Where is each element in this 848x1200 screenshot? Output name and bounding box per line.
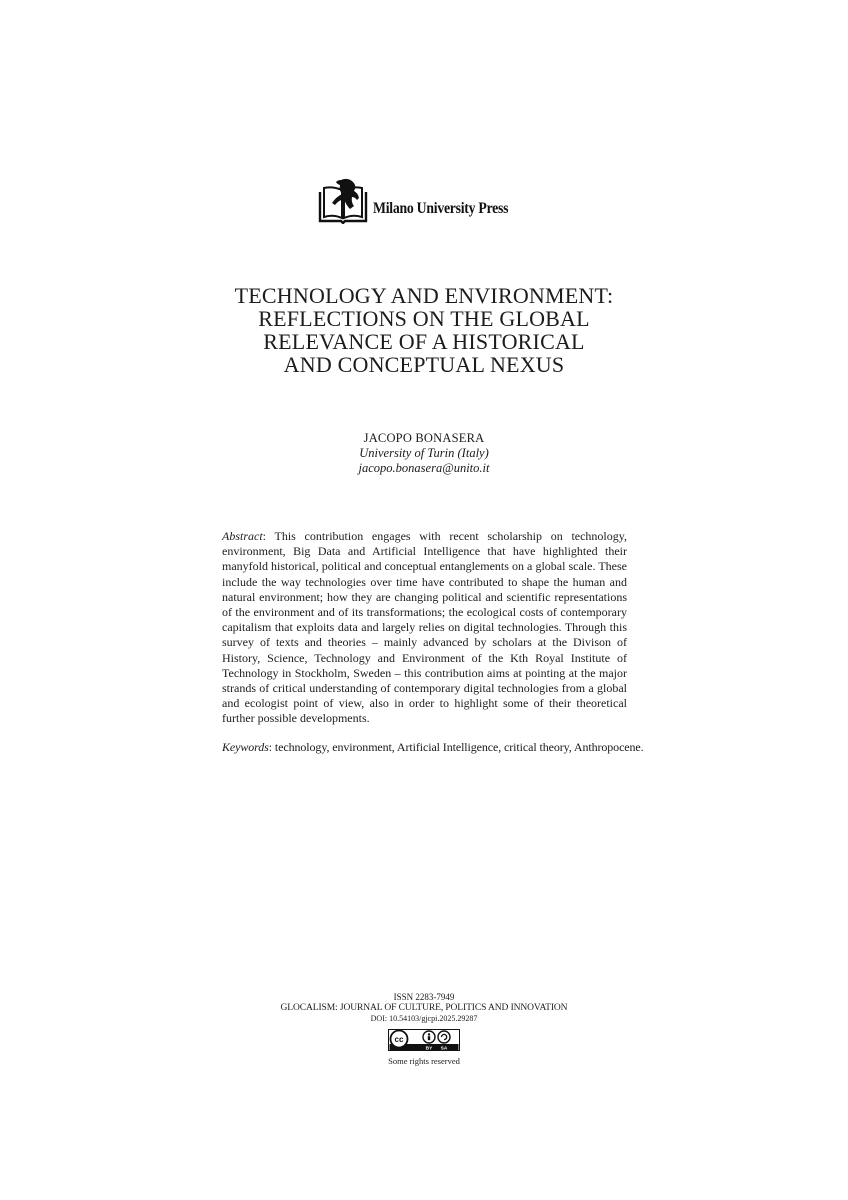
publisher-logo [0, 178, 848, 224]
cc-text: cc [394, 1035, 404, 1044]
author-block [0, 431, 848, 476]
journal-footer [0, 992, 848, 1066]
author-email: jacopo.bonasera@unito.it [358, 461, 490, 475]
author-affiliation: University of Turin (Italy) [359, 446, 489, 460]
doi: DOI: 10.54103/gjcpi.2025.29287 [370, 1014, 478, 1023]
sa-text: SA [440, 1046, 448, 1051]
issn: ISSN 2283-7949 [393, 992, 455, 1002]
abstract [222, 529, 627, 727]
cc-by-sa-license-icon [388, 1029, 460, 1051]
title-line: REFLECTIONS ON THE GLOBAL [258, 306, 590, 331]
title-line: RELEVANCE OF A HISTORICAL [263, 329, 585, 354]
abstract-text: : This contribution engages with recent scholarship on technology, environment, Big Data and Artificial Intelligence that have highlighted their manyfold historical, political and conceptual entanglements on a global scale. These include the way technologies over time have contributed to shape the human and natural environment; how they are changing political and scientific representations of the environment and of its transformations; the ecological costs of contemporary capitalism that exploits data and largely relies on digital technologies. Through this survey of texts and theories – mainly advanced by scholars at the Divison of History, Science, Technology and Environment of the Kth Royal Institute of Technology in Stockholm, Sweden – this contribution aims at pointing at the major strands of critical understanding of contemporary digital technologies from a global and ecologist point of view, also in order to highlight some of their theoretical further possible developments. [222, 529, 627, 726]
rights-notice: Some rights reserved [388, 1056, 460, 1066]
publisher-name: Milano University Press [373, 200, 509, 217]
title-line: AND CONCEPTUAL NEXUS [283, 352, 565, 377]
open-book-reader-icon [317, 178, 369, 224]
paper-title [0, 284, 848, 376]
keywords-label: Keywords [222, 740, 269, 754]
journal-name: GLOCALISM: JOURNAL OF CULTURE, POLITICS AND INNOVATION [280, 1003, 568, 1013]
keywords-text: : technology, environment, Artificial Intelligence, critical theory, Anthropocene. [268, 740, 644, 754]
abstract-label: Abstract [222, 529, 263, 543]
share-alike-icon [438, 1031, 450, 1043]
keywords [222, 740, 644, 755]
author-name: JACOPO BONASERA [363, 431, 485, 445]
title-line: TECHNOLOGY AND ENVIRONMENT: [234, 283, 614, 308]
by-text: BY [425, 1046, 433, 1051]
